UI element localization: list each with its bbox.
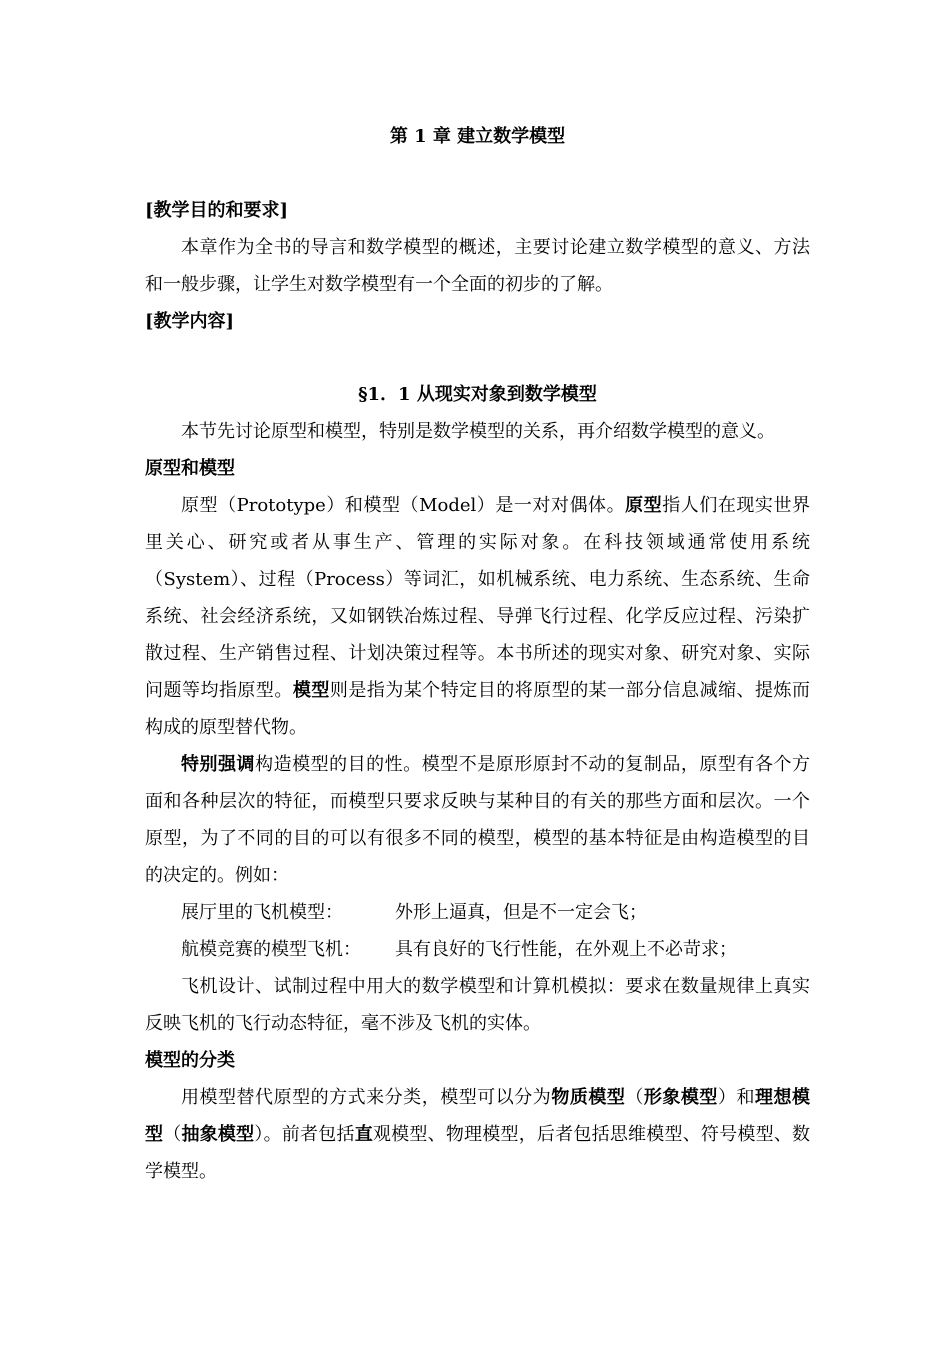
example-label: 航模竞赛的模型飞机： (181, 939, 361, 960)
bold-term: 物质模型 (551, 1087, 626, 1108)
example-row (145, 931, 810, 968)
example-row (145, 894, 810, 931)
classification-paragraph (145, 1079, 810, 1190)
bold-term: 形象模型 (643, 1087, 718, 1108)
prototype-paragraph-3: 飞机设计、试制过程中用大的数学模型和计算机模拟：要求在数量规律上真实反映飞机的飞行动态特征，毫不涉及飞机的实体。 (145, 976, 810, 1034)
goals-heading: [教学目的和要求] (145, 200, 289, 221)
section-title: §1．1 从现实对象到数学模型 (358, 384, 597, 405)
prototype-heading: 原型和模型 (145, 458, 235, 479)
goals-paragraph: 本章作为全书的导言和数学模型的概述，主要讨论建立数学模型的意义、方法和一般步骤，让学生对数学模型有一个全面的初步的了解。 (145, 237, 810, 295)
text-run: 用模型替代原型的方式来分类，模型可以分为 (181, 1087, 552, 1108)
text-run: ）和 (717, 1087, 755, 1108)
bold-term: 特别强调 (181, 754, 256, 775)
text-run: ）。前者包括 (254, 1124, 355, 1145)
classification-heading: 模型的分类 (145, 1050, 235, 1071)
bold-term: 抽象模型 (181, 1124, 255, 1145)
prototype-paragraph-1 (145, 487, 810, 746)
text-run: 则是指为某个特定目的将原型的某一部分信息减缩、提炼而构成的原型替代物。 (145, 680, 811, 738)
example-desc: 具有良好的飞行性能，在外观上不必苛求； (395, 939, 737, 960)
prototype-paragraph-2 (145, 746, 810, 894)
example-label: 展厅里的飞机模型： (181, 902, 343, 923)
text-run: 原型（Prototype）和模型（Model）是一对对偶体。 (181, 495, 626, 516)
example-desc: 外形上逼真，但是不一定会飞； (395, 902, 647, 923)
text-run: （ (163, 1124, 182, 1145)
bold-term: 直 (354, 1124, 373, 1145)
text-run: 构造模型的目的性。模型不是原形原封不动的复制品，原型有各个方面和各种层次的特征，而模型只要求反映与某种目的有关的那些方面和层次。一个原型，为了不同的目的可以有很多不同的模型，模型的基本特征是由构造模型的目的决定的。例如： (145, 754, 810, 886)
section-intro: 本节先讨论原型和模型，特别是数学模型的关系，再介绍数学模型的意义。 (181, 421, 775, 442)
bold-term: 模型 (292, 680, 330, 701)
chapter-title: 第 1 章 建立数学模型 (389, 126, 566, 147)
text-run: 观模型、物理模型，后者包括思维模型、符号模型、数学模型。 (145, 1124, 811, 1182)
text-run: 指人们在现实世界里关心、研究或者从事生产、管理的实际对象。在科技领域通常使用系统（System）、过程（Process）等词汇，如机械系统、电力系统、生态系统、生命系统、社会经济系统，又如钢铁冶炼过程、导弹飞行过程、化学反应过程、污染扩散过程、生产销售过程、计划决策过程等。本书所述的现实对象、研究对象、实际问题等均指原型。 (145, 495, 811, 701)
content-heading: [教学内容] (145, 311, 235, 332)
document-page (145, 118, 810, 1190)
bold-term: 理想模型 (145, 1087, 811, 1145)
bold-term: 原型 (625, 495, 663, 516)
text-run: （ (625, 1087, 644, 1108)
